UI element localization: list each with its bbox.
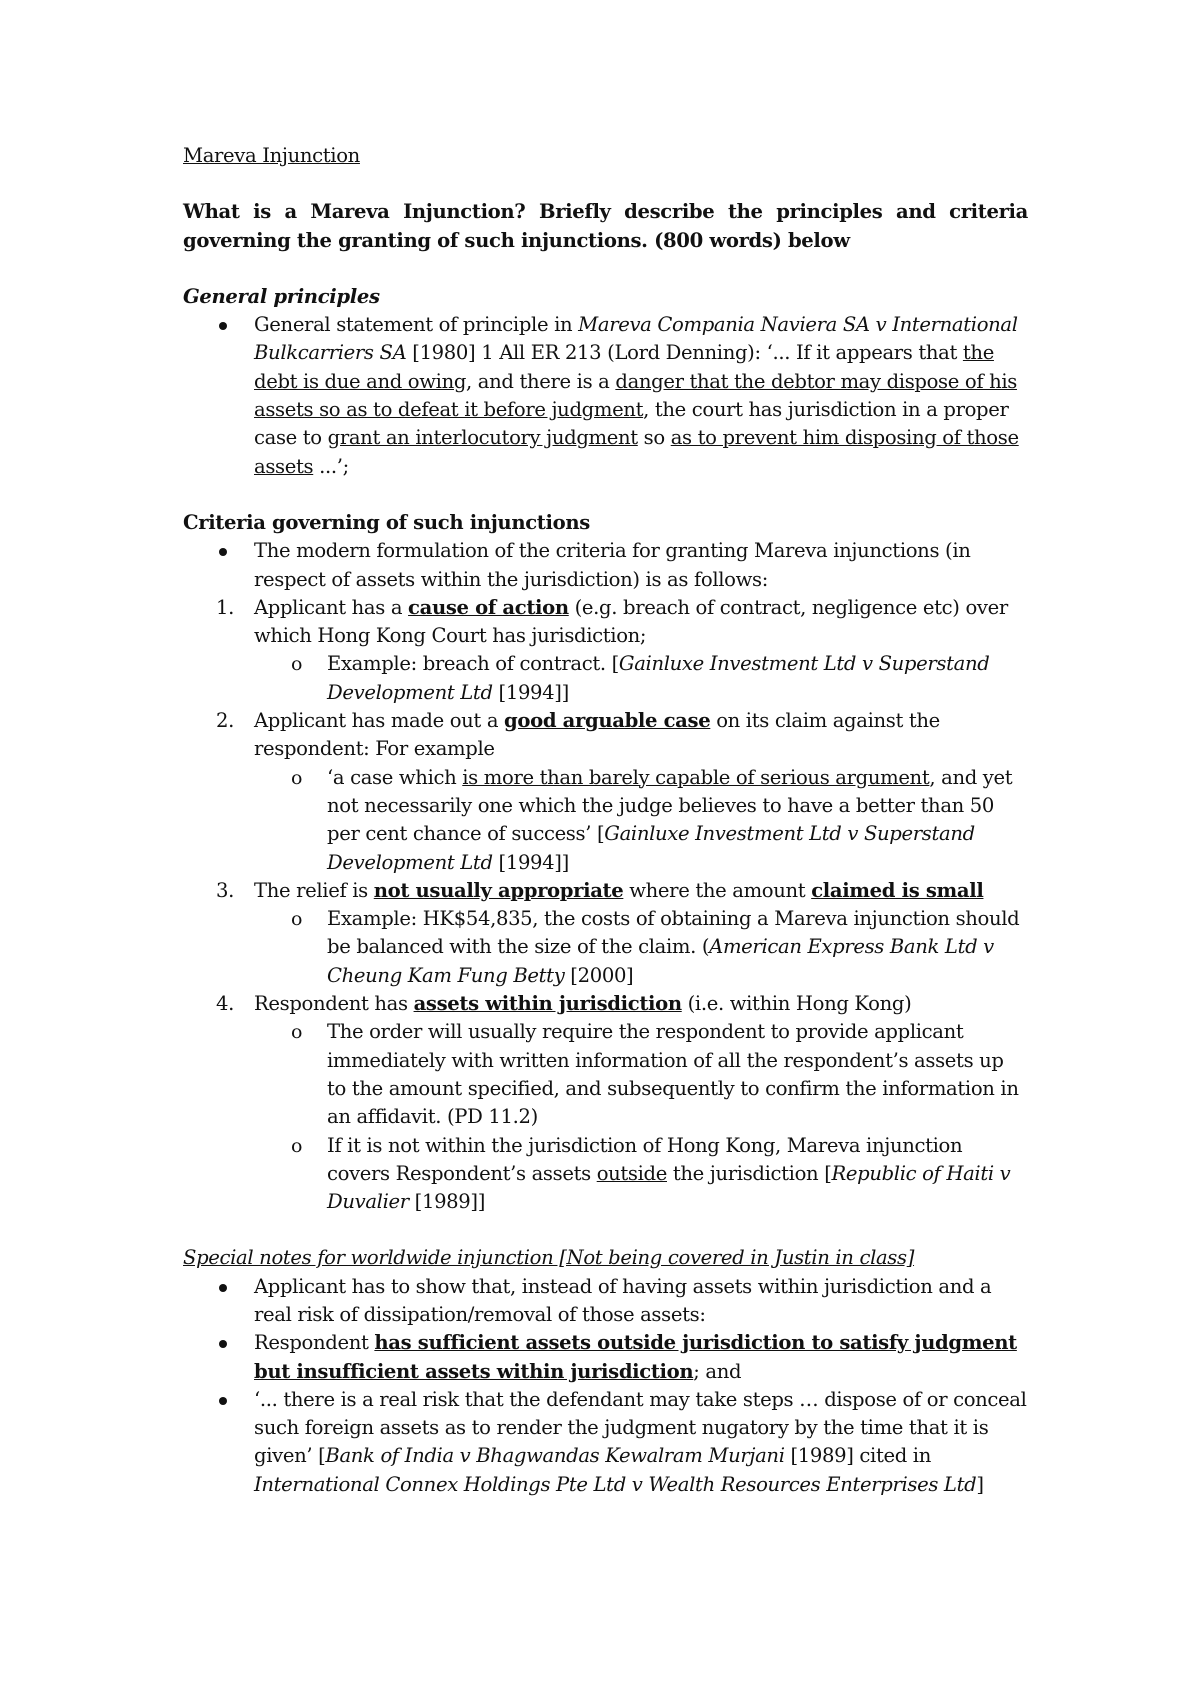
case-name: Republic of Haiti v Duvalier bbox=[327, 1161, 1011, 1214]
text: , the court has jurisdiction in a proper case to bbox=[254, 398, 1009, 450]
key-term: has sufficient assets outside jurisdiction to satisfy judgment but insufficient assets within jurisdiction bbox=[254, 1331, 1017, 1383]
criterion-1 bbox=[183, 594, 1028, 651]
special-note-1 bbox=[183, 1273, 1028, 1330]
text: If it is not within the jurisdiction of Hong Kong, Mareva injunction covers Respondent’s assets bbox=[327, 1133, 963, 1185]
text: ...’; bbox=[313, 454, 349, 478]
text: [1989] cited in bbox=[784, 1444, 931, 1468]
text: Respondent has bbox=[254, 992, 414, 1016]
sub-bullet-icon: o bbox=[291, 1021, 303, 1044]
text: [1994]] bbox=[492, 850, 569, 874]
sub-bullet-icon: o bbox=[291, 908, 303, 931]
case-name: Gainluxe Investment Ltd v Superstand Development Ltd bbox=[327, 652, 990, 704]
document-page bbox=[183, 142, 1028, 1499]
sub-bullet-icon: o bbox=[291, 1134, 303, 1157]
key-term: assets within jurisdiction bbox=[413, 992, 682, 1016]
underlined-text: outside bbox=[596, 1161, 667, 1185]
text: Applicant has to show that, instead of having assets within jurisdiction and a real risk of dissipation/removal of those assets: bbox=[254, 1274, 992, 1326]
text: so bbox=[637, 426, 671, 450]
criterion-4-note-1 bbox=[183, 1018, 1028, 1131]
criterion-3 bbox=[183, 877, 1028, 905]
text: Example: breach of contract. [ bbox=[327, 652, 619, 676]
key-term: good arguable case bbox=[504, 709, 711, 733]
text: on its claim against the respondent: For example bbox=[254, 709, 940, 761]
special-notes-heading: Special notes for worldwide injunction [Not being covered in Justin in class] bbox=[183, 1246, 915, 1270]
text: where the amount bbox=[623, 878, 812, 902]
text: (i.e. within Hong Kong) bbox=[681, 992, 912, 1016]
text: The order will usually require the respondent to provide applicant immediately with written information of all the respondent’s assets up to the amount specified, and subsequently to confirm the information in an affidavit. (PD 11.2) bbox=[327, 1020, 1019, 1129]
text: , and there is a bbox=[466, 369, 616, 393]
text: [1994]] bbox=[492, 680, 569, 704]
key-term: claimed is small bbox=[811, 878, 984, 902]
list-number: 2. bbox=[216, 709, 234, 733]
text: Applicant has made out a bbox=[254, 709, 505, 733]
criterion-3-example bbox=[183, 905, 1028, 990]
text: Applicant has a bbox=[254, 595, 409, 619]
list-number: 3. bbox=[216, 878, 234, 902]
criterion-4-note-2 bbox=[183, 1132, 1028, 1217]
bullet-icon bbox=[219, 1397, 227, 1405]
underlined-text: danger that the debtor may dispose of his assets so as to defeat it before judgment bbox=[254, 369, 1018, 422]
case-name: American Express Bank Ltd v Cheung Kam Fung Betty bbox=[327, 935, 994, 987]
case-name: Bank of India v Bhagwandas Kewalram Murjani bbox=[325, 1444, 785, 1468]
criterion-2 bbox=[183, 707, 1028, 764]
text: [1989]] bbox=[408, 1190, 486, 1214]
underlined-text: as to prevent him disposing of those assets bbox=[254, 426, 1019, 478]
list-number: 1. bbox=[216, 595, 234, 619]
special-note-2 bbox=[183, 1329, 1028, 1386]
general-principles-section bbox=[183, 283, 1028, 481]
text: Respondent bbox=[254, 1331, 375, 1355]
case-name: International Connex Holdings Pte Ltd v Wealth Resources Enterprises Ltd bbox=[254, 1472, 977, 1496]
text: The relief is bbox=[254, 878, 374, 902]
special-notes-section bbox=[183, 1244, 1028, 1499]
criterion-4 bbox=[183, 990, 1028, 1018]
sub-bullet-icon: o bbox=[291, 653, 303, 676]
list-number: 4. bbox=[216, 992, 234, 1016]
bullet-icon bbox=[219, 548, 227, 556]
criterion-1-example bbox=[183, 650, 1028, 707]
text: The modern formulation of the criteria for granting Mareva injunctions (in respect of assets within the jurisdiction) is as follows: bbox=[254, 539, 971, 591]
underlined-text: grant an interlocutory judgment bbox=[327, 426, 638, 450]
text: [1980] 1 All ER 213 (Lord Denning): ‘... If it appears that bbox=[406, 341, 963, 365]
text: , and yet not necessarily one which the judge believes to have a better than 50 per cent chance of success’ [ bbox=[327, 765, 1013, 846]
doc-title: Mareva Injunction bbox=[183, 144, 360, 167]
general-principles-heading: General principles bbox=[183, 284, 380, 308]
text: Example: HK$54,835, the costs of obtaining a Mareva injunction should be balanced with the size of the claim. ( bbox=[327, 907, 1020, 959]
general-principle-item bbox=[183, 311, 1028, 481]
case-name: Gainluxe Investment Ltd v Superstand Development Ltd bbox=[327, 822, 975, 874]
underlined-text: the debt is due and owing bbox=[254, 341, 994, 393]
criteria-heading: Criteria governing of such injunctions bbox=[183, 510, 590, 534]
bullet-icon bbox=[219, 322, 227, 330]
text: [2000] bbox=[564, 963, 634, 987]
text: ; and bbox=[693, 1359, 742, 1383]
criteria-section bbox=[183, 509, 1028, 1216]
text: (e.g. breach of contract, negligence etc) over which Hong Kong Court has jurisdiction; bbox=[254, 595, 1008, 648]
special-note-3 bbox=[183, 1386, 1028, 1499]
key-term: not usually appropriate bbox=[373, 878, 624, 902]
text: ‘a case which bbox=[327, 765, 463, 789]
sub-bullet-icon: o bbox=[291, 766, 303, 789]
criterion-2-example bbox=[183, 764, 1028, 877]
bullet-icon bbox=[219, 1340, 227, 1348]
text: General statement of principle in bbox=[254, 313, 579, 337]
text: ‘... there is a real risk that the defendant may take steps … dispose of or conceal such foreign assets as to render the judgment nugatory by the time that it is given’ [ bbox=[254, 1387, 1027, 1468]
text: the jurisdiction [ bbox=[667, 1161, 832, 1185]
case-name: Mareva Compania Naviera SA v International Bulkcarriers SA bbox=[254, 313, 1018, 365]
underlined-text: is more than barely capable of serious argument bbox=[462, 765, 930, 789]
question-text: What is a Mareva Injunction? Briefly describe the principles and criteria governing the granting of such injunctions. (800 words) below bbox=[183, 200, 1028, 252]
bullet-icon bbox=[219, 1284, 227, 1292]
key-term: cause of action bbox=[408, 595, 569, 619]
criteria-intro bbox=[183, 537, 1028, 594]
text: ] bbox=[976, 1472, 984, 1496]
